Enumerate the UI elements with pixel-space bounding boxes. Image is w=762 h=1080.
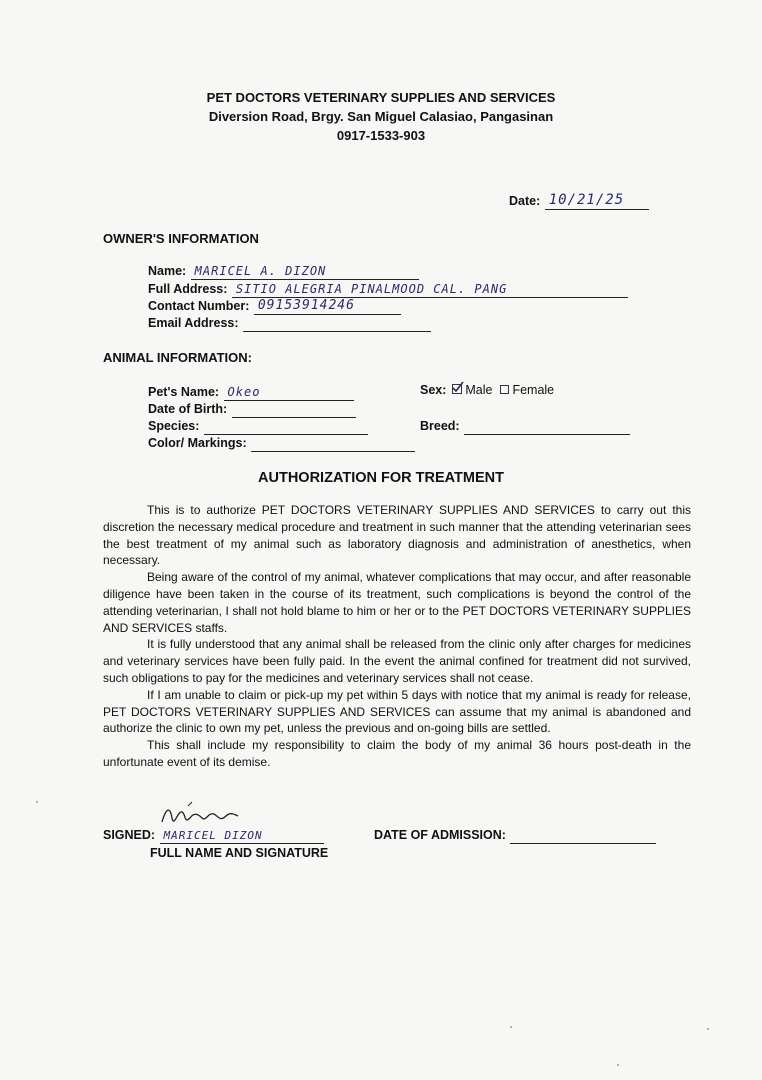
animal-heading: ANIMAL INFORMATION: bbox=[103, 350, 252, 365]
species-label: Species: bbox=[148, 419, 200, 433]
signed-name: MARICEL DIZON bbox=[163, 829, 263, 842]
authorization-title: AUTHORIZATION FOR TREATMENT bbox=[258, 470, 504, 486]
company-name: PET DOCTORS VETERINARY SUPPLIES AND SERVICES bbox=[206, 90, 556, 105]
letterhead bbox=[0, 88, 762, 145]
paragraph: This is to authorize PET DOCTORS VETERINARY SUPPLIES AND SERVICES to carry out this discretion the necessary medical procedure and treatment in such manner that the attending veterinarian sees the best treatment of my animal such as laboratory diagnosis and administration of anesthetics, when necessary. bbox=[103, 503, 691, 568]
color-row bbox=[148, 434, 415, 452]
date-value: 10/21/25 bbox=[548, 192, 625, 208]
paragraph: This shall include my responsibility to claim the body of my animal 36 hours post-death in the unfortunate event of its demise. bbox=[103, 738, 691, 769]
owner-address-value: SITIO ALEGRIA PINALMOOD CAL. PANG bbox=[235, 282, 508, 296]
admission-row bbox=[374, 826, 656, 844]
color-line[interactable] bbox=[251, 436, 415, 452]
signed-row bbox=[103, 826, 324, 844]
male-label: Male bbox=[465, 383, 493, 397]
pet-name-line[interactable] bbox=[224, 385, 354, 401]
admission-label: DATE OF ADMISSION: bbox=[374, 828, 506, 842]
dob-row bbox=[148, 400, 356, 418]
sex-label: Sex: bbox=[420, 383, 447, 397]
sex-row bbox=[420, 383, 554, 397]
owner-email-line[interactable] bbox=[243, 316, 431, 332]
authorization-body bbox=[103, 502, 691, 771]
owner-name-line[interactable] bbox=[191, 264, 419, 280]
owner-contact-label: Contact Number: bbox=[148, 299, 250, 313]
owner-address-label: Full Address: bbox=[148, 282, 228, 296]
pet-name-row bbox=[148, 383, 354, 401]
breed-line[interactable] bbox=[464, 419, 630, 435]
owner-address-line[interactable] bbox=[232, 282, 628, 298]
female-label: Female bbox=[512, 383, 555, 397]
date-field bbox=[509, 192, 649, 210]
owner-email-label: Email Address: bbox=[148, 316, 239, 330]
dob-line[interactable] bbox=[232, 402, 356, 418]
female-checkbox[interactable] bbox=[500, 385, 509, 394]
owner-contact-line[interactable] bbox=[254, 299, 401, 315]
company-phone: 0917-1533-903 bbox=[336, 128, 426, 143]
admission-line[interactable] bbox=[510, 828, 656, 844]
breed-label: Breed: bbox=[420, 419, 460, 433]
owner-name-row bbox=[148, 262, 419, 280]
breed-row bbox=[420, 417, 630, 435]
signed-label: SIGNED: bbox=[103, 828, 156, 842]
owner-heading: OWNER'S INFORMATION bbox=[103, 231, 259, 246]
paragraph: Being aware of the control of my animal, whatever complications that may occur, and after reasonable diligence have been taken in the course of its treatment, such complications is beyond the control of the attending veterinarian, I shall not hold blame to him or her or to the PET DOCTORS VETERINARY SUPPLIES AND SERVICES staffs. bbox=[103, 570, 691, 635]
owner-email-row bbox=[148, 314, 431, 332]
owner-name-value: MARICEL A. DIZON bbox=[194, 264, 327, 278]
pet-name-value: Okeo bbox=[227, 385, 261, 399]
paragraph: It is fully understood that any animal shall be released from the clinic only after charges for medicines and veterinary services have been fully paid. In the event the animal confined for treatment did not survived, such obligations to pay for the medicines and veterinary services shall not cease. bbox=[103, 637, 691, 685]
check-mark-icon bbox=[452, 381, 464, 393]
color-label: Color/ Markings: bbox=[148, 436, 247, 450]
owner-name-label: Name: bbox=[148, 264, 187, 278]
paragraph: If I am unable to claim or pick-up my pet within 5 days with notice that my animal is ready for release, PET DOCTORS VETERINARY SUPPLIES AND SERVICES can assume that my animal is abandoned and authorize the clinic to own my pet, unless the previous and on-going bills are settled. bbox=[103, 687, 691, 736]
scan-speck bbox=[617, 1064, 619, 1066]
signature-line[interactable] bbox=[160, 828, 324, 844]
species-row bbox=[148, 417, 368, 435]
scan-speck bbox=[707, 1028, 709, 1030]
species-line[interactable] bbox=[204, 419, 368, 435]
pet-name-label: Pet's Name: bbox=[148, 385, 220, 399]
date-label: Date: bbox=[509, 194, 541, 208]
owner-contact-row bbox=[148, 297, 401, 315]
owner-contact-value: 09153914246 bbox=[257, 298, 355, 313]
company-address: Diversion Road, Brgy. San Miguel Calasiao, Pangasinan bbox=[208, 109, 554, 124]
male-checkbox[interactable] bbox=[452, 384, 462, 394]
signature-caption: FULL NAME AND SIGNATURE bbox=[150, 846, 329, 860]
dob-label: Date of Birth: bbox=[148, 402, 228, 416]
scan-speck bbox=[510, 1026, 512, 1028]
scan-speck bbox=[36, 801, 38, 803]
owner-address-row bbox=[148, 280, 628, 298]
date-line[interactable] bbox=[545, 194, 649, 210]
